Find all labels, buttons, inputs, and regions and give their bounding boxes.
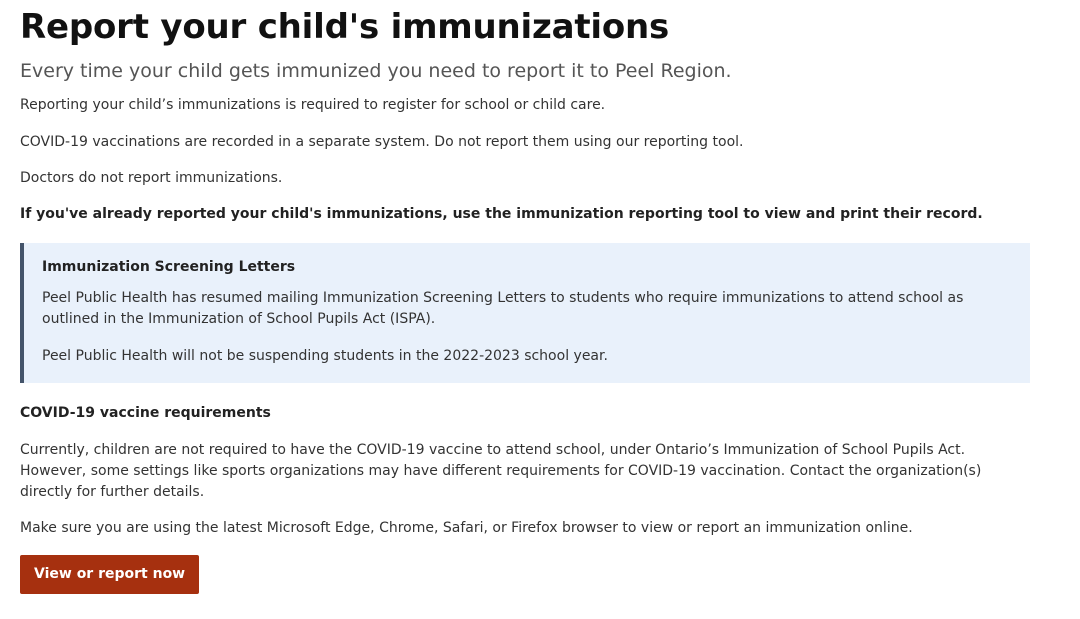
view-or-report-button[interactable]: View or report now xyxy=(20,555,199,594)
notice-text-suspension: Peel Public Health will not be suspending students in the 2022-2023 school year. xyxy=(42,348,608,364)
intro-paragraph-already-reported: If you've already reported your child's immunizations, use the immunization reporting tool to view and print their record. xyxy=(20,206,983,222)
intro-paragraph-doctors: Doctors do not report immunizations. xyxy=(20,170,283,186)
intro-paragraph-school-registration: Reporting your child’s immunizations is required to register for school or child care. xyxy=(20,97,606,113)
notice-title: Immunization Screening Letters xyxy=(42,259,296,275)
intro-paragraph-covid-separate: COVID-19 vaccinations are recorded in a separate system. Do not report them using our reporting tool. xyxy=(20,134,744,150)
page-subtitle: Every time your child gets immunized you need to report it to Peel Region. xyxy=(20,60,732,82)
screening-letters-notice xyxy=(20,243,1030,383)
covid-requirements-text: Currently, children are not required to have the COVID-19 vaccine to attend school, under Ontario’s Immunization of School Pupils Act. However, some settings like sports organizations may have different requirements for COVID-19 vaccination. Contact the organization(s) directly for further details. xyxy=(20,442,982,500)
covid-requirements-heading: COVID-19 vaccine requirements xyxy=(20,405,271,421)
notice-text-mailing: Peel Public Health has resumed mailing Immunization Screening Letters to students who require immunizations to attend school as outlined in the Immunization of School Pupils Act (ISPA). xyxy=(42,290,964,327)
page-title: Report your child's immunizations xyxy=(20,7,670,47)
browser-requirements-note: Make sure you are using the latest Microsoft Edge, Chrome, Safari, or Firefox browser to view or report an immunization online. xyxy=(20,520,913,536)
